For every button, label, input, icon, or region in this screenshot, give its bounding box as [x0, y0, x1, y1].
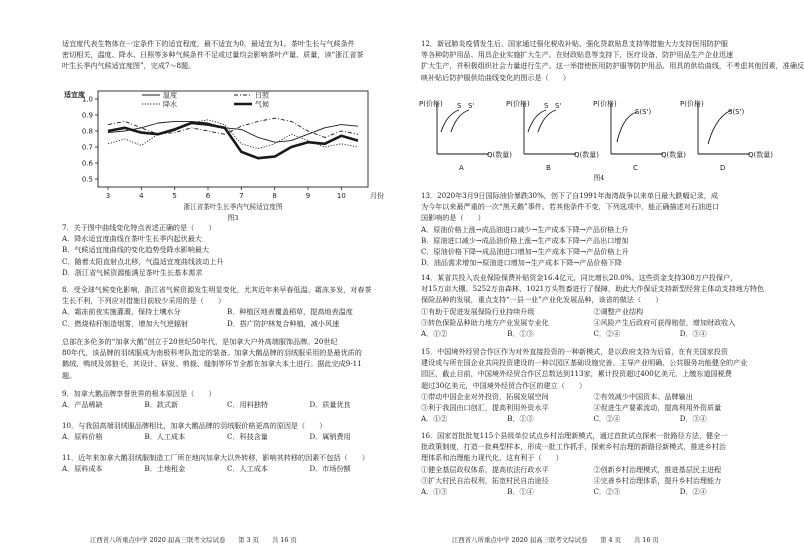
- y-axis-label: 适宜度: [64, 91, 85, 99]
- q8-option-d: D．搭广防护林复合种植，减小风速: [227, 318, 340, 328]
- figure-label: 图4: [593, 174, 605, 182]
- curve-label: S: [457, 102, 462, 110]
- quantity-axis-label: Q(数量): [661, 151, 686, 159]
- q11-option-c: C．人工成本: [227, 464, 268, 474]
- question-14: [421, 272, 766, 339]
- q9-option-c: C．用料独特: [227, 400, 268, 410]
- q14-answer-a: A．①②: [421, 329, 448, 339]
- chart-title: 浙江省茶叶生长季内气候适宜度图: [183, 203, 283, 211]
- q10-option-b: B．人工成本: [144, 432, 186, 442]
- diagram-option-label: C: [633, 164, 638, 172]
- price-axis-label: P(价格): [593, 100, 617, 108]
- q13-option-d: D．油品需求增加→原油进口增加→生产成本下降→产品价格下降: [421, 258, 622, 268]
- x-tick-label: 4: [139, 192, 144, 200]
- q15-line: 园区，截止目前，中国境外经贸合作区总数达到113家，累计投资超过400亿美元，上缴东道国税费: [421, 369, 732, 379]
- passage-line: 总部在多伦多的“加拿大鹅”创立于20世纪50年代，是加拿大户外高端服饰品牌。20世纪: [62, 337, 338, 346]
- q11-option-d: D．市场份额: [309, 464, 351, 474]
- q16-line: 理体系和治理能力现代化，这有利于（ ）: [421, 453, 563, 463]
- legend-label: 气候: [255, 100, 269, 109]
- intro-passage: [62, 38, 392, 72]
- y-tick-label: 0.6: [81, 159, 93, 168]
- q13-line: 为今年以来最严重的一次“黑天鹅”事件。若其他条件不变，下列选项中，能正确描述对石油进口: [421, 202, 720, 212]
- x-tick-label: 9: [305, 192, 311, 200]
- q14-line: 14．某省共投入农业保险保费补贴资金16.4亿元，同比增长20.0%。这些资金支持308万户投保户，: [421, 273, 738, 282]
- page-footer: 江西省八所重点中学 2020 届高三联考文综试卷 第 3 页 共 16 页: [90, 535, 297, 544]
- q16-answer-c: C．②③: [593, 487, 621, 497]
- supply-curve-shifted: [538, 110, 556, 132]
- q13-option-b: B．原油进口减少→成品油价格上涨→生产成本下降→产品出口增加: [421, 235, 629, 245]
- q15-line: 15．中国境外经贸合作区作为对外直接投资的一种新模式，是以政府支持为后盾，在有关国家投资: [421, 347, 728, 356]
- q8-option-b: B．种植区地表覆盖稻草，提高地表温度: [227, 307, 353, 317]
- q14-answer-b: B．①③: [507, 329, 534, 339]
- intro-line: 叶生长季内气候适宜度图”，完成7～8题。: [62, 61, 196, 71]
- q15-statement-4: ④促进生产要素流动，提高利用外资质量: [593, 403, 722, 413]
- passage-line: 题。: [62, 370, 77, 380]
- question-11: [62, 452, 392, 474]
- q15-statement-3: ③利于我国由口创汇，提高利用外资水平: [421, 403, 549, 413]
- left-page: [0, 0, 397, 556]
- page-footer: 江西省八所重点中学 2020 届高三联考文综试卷 第 4 页 共 16 页: [452, 535, 659, 544]
- q15-answer-b: B．①③: [507, 414, 534, 424]
- curve-label: S': [555, 102, 562, 110]
- q11-stem: 11．近年来加拿大鹅羽绒服制造工厂所在地向加拿大以外转移，影响其转移的因素不包括（ ）: [62, 453, 369, 462]
- q9-option-d: D．质量优良: [309, 400, 351, 410]
- y-tick-label: 0.8: [81, 127, 93, 136]
- price-axis-label: P(价格): [506, 100, 530, 108]
- q14-statement-4: ④风险产生后政府可获得赔偿，增加财政收入: [593, 317, 736, 327]
- quantity-axis-label: Q(数量): [574, 151, 599, 159]
- supply-curve-diagrams: [417, 92, 773, 184]
- q15-answer-c: C．②④: [593, 414, 621, 424]
- passage-line: 80年代，该品牌的羽绒服成为南极科考队指定的装备。加拿大鹅品牌的羽绒服采用的是最优质的: [62, 348, 362, 358]
- q15-line: 超过30亿美元，中国境外经贸合作区的建立（ ）: [421, 380, 587, 390]
- y-tick-label: 0.5: [81, 175, 93, 184]
- intro-line: 适宜度代表生物体在一定条件下的适宜程度，最不适宜为0，最适宜为1。茶叶生长与气候条件: [62, 39, 355, 48]
- x-tick-label: 5: [172, 192, 177, 200]
- supply-diagram-D: [680, 99, 773, 172]
- curve-label: S(S'): [728, 108, 745, 116]
- supply-curve: [617, 112, 637, 142]
- q11-option-a: A．原料成本: [62, 464, 103, 474]
- question-10: [62, 420, 392, 442]
- q13-line: 13．2020年3月9日国际油价暴跌30%，创下了自1991年海湾战争以来单日最大跌幅记录，成: [421, 191, 718, 200]
- legend-label: 日照: [255, 91, 269, 100]
- q16-answer-a: A．①③: [421, 487, 448, 497]
- diagram-option-label: D: [720, 164, 726, 172]
- curve-label: S(S'): [635, 108, 652, 116]
- q15-statement-1: ①带动中国企业对外投资，拓展发展空间: [421, 391, 549, 401]
- q14-answer-c: C．②④: [593, 329, 621, 339]
- q13-option-c: C．原油价格下降→成品油进口增加→生产成本下降→产品价格上升: [421, 247, 629, 257]
- q14-statement-2: ②调整产业结构: [593, 306, 644, 316]
- q10-option-a: A．原料价格: [62, 432, 103, 442]
- q7-option-c: C．随着太阳直射点北移，气温适宜度曲线波动上升: [62, 256, 224, 266]
- q16-line: 16．国家首批批复115个县级单位试点乡村治理新模式，通过首批试点探索一批路径方法，健全一: [421, 431, 728, 440]
- q7-stem: 7．关于图中曲线变化特点表述正确的是（ ）: [62, 223, 216, 232]
- question-13: [421, 190, 766, 268]
- q15-statement-2: ②有效减少中国资本、品牌输出: [593, 391, 693, 401]
- price-axis-label: P(价格): [419, 100, 443, 108]
- q11-option-b: B．土地租金: [144, 464, 186, 474]
- q9-option-b: B．款式新: [144, 400, 179, 410]
- q9-option-a: A．产品稀缺: [62, 400, 103, 410]
- q8-stem-2: 生长不利，下列应对措施目前较少采用的是（ ）: [62, 296, 226, 306]
- supply-curve-shifted: [451, 110, 469, 132]
- supply-diagram-A: [419, 99, 512, 172]
- curve-label: S': [468, 102, 475, 110]
- question-7: [62, 222, 392, 278]
- q13-line: 国影响的是（ ）: [421, 213, 485, 223]
- legend-label: 温度: [163, 91, 177, 100]
- question-15: [421, 346, 766, 424]
- q16-answer-d: D．②④: [679, 487, 707, 497]
- passage-line: 鹅绒、鸭绒及郊狼毛，其设计、研发、剪裁、缝制等环节全都在加拿大本土进行。据此完成9-11: [62, 359, 362, 369]
- legend-label: 降水: [163, 100, 177, 109]
- x-tick-label: 3: [105, 192, 111, 200]
- q9-stem: 9．加拿大鹅品牌享誉世界的根本原因是（ ）: [62, 389, 216, 398]
- q8-option-c: C．燃烧秸秆制造烟雾，增加大气逆辐射: [62, 318, 189, 328]
- x-tick-label: 6: [205, 192, 211, 200]
- diagram-option-label: B: [546, 164, 551, 172]
- q8-option-a: A．霜冻前夜实施灌溉，保持土壤水分: [62, 307, 181, 317]
- price-axis-label: P(价格): [680, 100, 704, 108]
- q10-option-c: C．科技含量: [227, 432, 268, 442]
- q14-line: 对15万亩大棚、5252万亩森林、1021万头牲畜进行了保障，助此大作保证支持新型经营主体动支持地方特色: [421, 284, 765, 294]
- q16-answer-b: B．①④: [507, 487, 534, 497]
- q15-line: 建设或与所在国企业共同投资建设的一种以园区基础设施完善、主导产业明确、公共服务功能健全的产业: [421, 358, 748, 368]
- climate-suitability-chart: [62, 85, 382, 225]
- x-tick-label: 7: [239, 192, 244, 200]
- q15-answer-a: A．①②: [421, 414, 448, 424]
- brand-passage: [62, 336, 392, 381]
- x-tick-label: 8: [272, 192, 277, 200]
- figure-label: 图3: [227, 214, 239, 222]
- q12-line: 等各种防护用品、用具企业实施扩大生产。在财政贴息等支持下，医疗设备，防护用品生产企业迅速: [421, 50, 734, 60]
- question-16: [421, 430, 766, 497]
- q13-option-a: A．原油价格上涨→成品油进口减少→生产成本下降→产品价格上升: [421, 224, 629, 234]
- intro-line: 密切相关，温度、降水、日照等多种气候条件不足或过量均会影响茶叶产量、质量，读“浙江省茶: [62, 50, 364, 60]
- q12-line: 映补贴后防护服供给曲线变化的图示是（ ）: [421, 72, 570, 82]
- q16-statement-1: ①健全基层政权体系，提高依法行政水平: [421, 464, 549, 474]
- supply-diagram-B: [506, 99, 599, 172]
- supply-diagram-C: [593, 99, 686, 172]
- diagram-option-label: A: [459, 164, 464, 172]
- q16-line: 批政策制度，打造一批典型样本，形成一批工作抓手，探索乡村治理的新路径新模式，推进乡村治: [421, 442, 727, 452]
- question-12: [421, 38, 804, 83]
- q16-statement-2: ②创新乡村治理模式，推进基层民主进程: [593, 464, 722, 474]
- question-9: [62, 388, 392, 410]
- q12-line: 12．新冠肺炎疫情发生后，国家通过强化税收补贴、强化贷款贴息支持等措施大力支持医用防护服: [421, 39, 728, 48]
- y-tick-label: 0.7: [81, 143, 93, 152]
- q8-stem: 8．受全球气候变化影响，浙江省气候资源发生明显变化，尤其近年来早春低温、霜冻多发，对春茶: [62, 285, 372, 294]
- q16-statement-3: ③扩大村民自治权利，拓宽村民自治途径: [421, 475, 549, 485]
- q7-option-d: D．浙江省气候资源能满足茶叶生长基本需求: [62, 267, 203, 277]
- quantity-axis-label: Q(数量): [748, 151, 773, 159]
- q14-line: 保险品种的发展，重点支持“一县一业”产业化发展品种，该省的做法（ ）: [421, 295, 663, 305]
- q14-statement-1: ①有助于促进发展保险行业持续升级: [421, 306, 535, 316]
- q12-line: 扩大生产，并积极组织社会力量进行生产。这一举措使医用防护服等防护用品、用具的供给曲线，不考虑其他因素，准确反: [421, 61, 804, 71]
- y-tick-label: 0.9: [81, 111, 93, 120]
- curve-label: S: [544, 102, 549, 110]
- q10-stem: 10．与我国高端羽绒服品牌相比，加拿大鹅品牌的羽绒服价格更高的原因是（ ）: [62, 421, 327, 430]
- y-tick-label: 1.0: [81, 95, 93, 104]
- x-tick-label: 10: [336, 192, 346, 200]
- q14-statement-3: ③转色保险品种助力地方产业发展专业化: [421, 317, 549, 327]
- x-axis-label: 月份: [370, 192, 384, 200]
- quantity-axis-label: Q(数量): [487, 151, 512, 159]
- question-8: [62, 284, 392, 329]
- right-page: [397, 0, 804, 556]
- q7-option-a: A．降水适宜度曲线在茶叶生长季内起伏最大: [62, 234, 202, 244]
- q10-option-d: D．属销费用: [309, 432, 351, 442]
- q15-answer-d: D．③④: [679, 414, 707, 424]
- q14-answer-d: D．③④: [679, 329, 707, 339]
- q7-option-b: B．气候适宜度曲线的变化趋势受降水影响最大: [62, 245, 210, 255]
- q16-statement-4: ④完善乡村治理体系，提升乡村治理能力: [593, 475, 722, 485]
